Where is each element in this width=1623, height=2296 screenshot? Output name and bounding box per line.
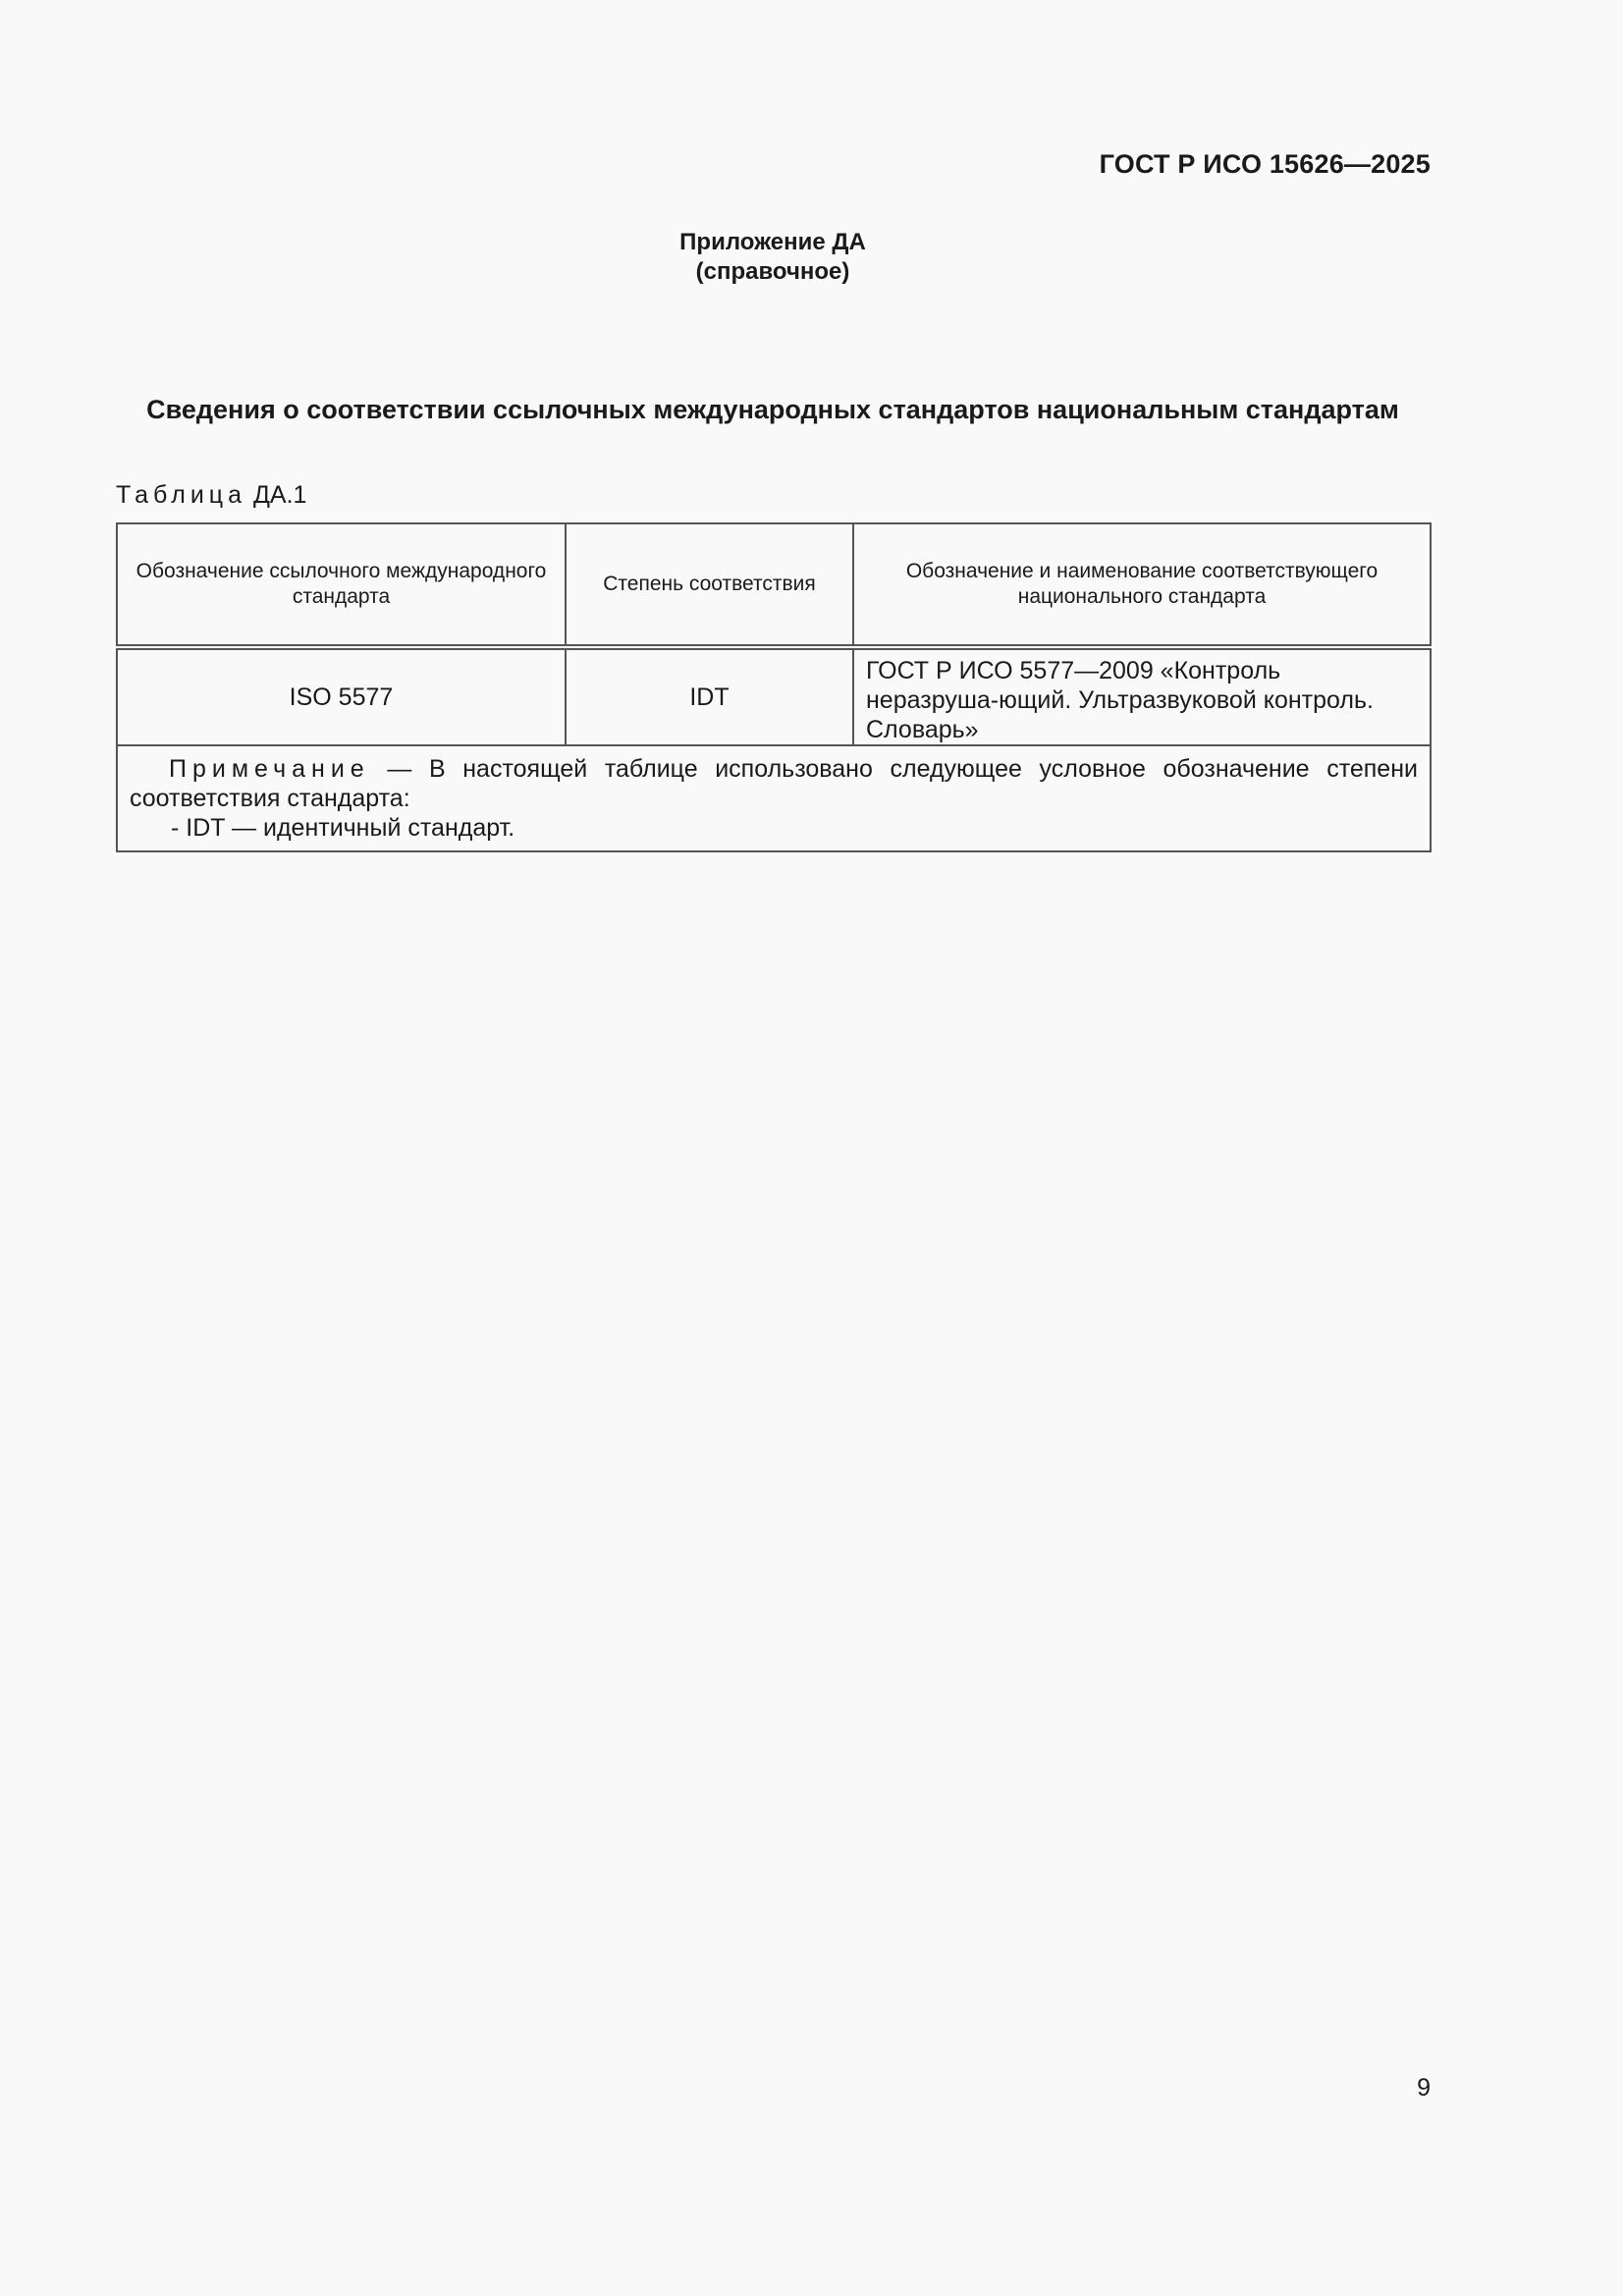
note-text: — В настоящей таблице использовано следующее условное обозначение степени соответствия стандарта: — [130, 755, 1418, 812]
note-paragraph — [130, 754, 1418, 813]
table-note — [117, 745, 1431, 851]
note-list-item: - IDT — идентичный стандарт. — [171, 814, 515, 842]
section-title: Сведения о соответствии ссылочных международных стандартов национальным стандартам — [146, 395, 1399, 424]
header-degree: Степень соответствия — [566, 523, 853, 647]
note-label: Примечание — [169, 755, 370, 783]
cell-degree: IDT — [566, 647, 853, 745]
table-row — [117, 647, 1431, 745]
cell-intl-standard: ISO 5577 — [117, 647, 566, 745]
header-intl-standard: Обозначение ссылочного международного стандарта — [117, 523, 566, 647]
table-note-row — [117, 745, 1431, 851]
document-code: ГОСТ Р ИСО 15626—2025 — [1099, 149, 1431, 179]
annex-heading — [0, 228, 1545, 287]
table-caption-label: Таблица — [116, 481, 247, 509]
annex-subtitle: (справочное) — [695, 258, 850, 285]
annex-title: Приложение ДА — [679, 229, 866, 255]
header-national-standard: Обозначение и наименование соответствующего национального стандарта — [853, 523, 1431, 647]
table-caption — [116, 481, 306, 510]
correspondence-table — [116, 522, 1432, 852]
table-header-row — [117, 523, 1431, 647]
table-caption-number: ДА.1 — [252, 481, 307, 509]
page-number: 9 — [1417, 2074, 1431, 2102]
cell-national-standard: ГОСТ Р ИСО 5577—2009 «Контроль неразруша-ющий. Ультразвуковой контроль. Словарь» — [853, 647, 1431, 745]
